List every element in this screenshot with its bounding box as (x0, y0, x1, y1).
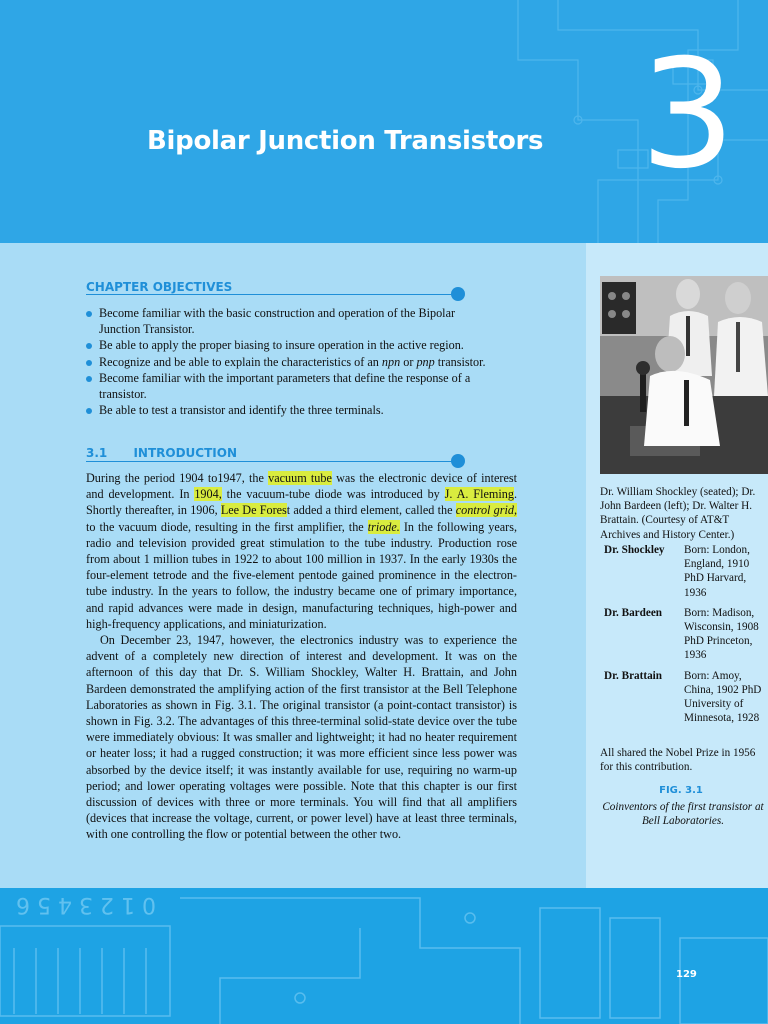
chapter-title: Bipolar Junction Transistors (147, 126, 544, 156)
paragraph: During the period 1904 to1947, the vacuum tube was the electronic device of interest and development. In 1904, the vacuum-tube diode was introduced by J. A. Fleming. Shortly thereafter, in 1906, Lee De Forest added a third element, called the control grid, to the vacuum diode, resulting in the first amplifier, the triode. In the following years, radio and television provided great stimulation to the tube industry. Production rose from about 1 million tubes in 1922 to about 100 million in 1937. In the early 1930s the four-element tetrode and the five-element pentode gained prominence in the electron-tube industry. In the years to follow, the industry became one of primary importance, and rapid advances were made in design, manufacturing techniques, high-power and high-frequency applications, and miniaturization. (86, 471, 518, 631)
objectives-rule (86, 294, 458, 295)
objectives-list (86, 305, 486, 418)
highlight: J. A. Fleming (444, 487, 514, 502)
nobel-note: All shared the Nobel Prize in 1956 for this contribution. (600, 747, 756, 774)
objectives-heading: CHAPTER OBJECTIVES (86, 280, 233, 294)
section-rule (86, 461, 458, 462)
figure-title: Coinventors of the first transistor at Bell Laboratories. (602, 801, 764, 828)
objective-item: Become familiar with the basic construction and operation of the Bipolar Junction Transistor. (86, 305, 486, 337)
objective-item: Recognize and be able to explain the characteristics of an npn or pnp transistor. (86, 354, 486, 370)
rule-end-dot (451, 454, 465, 468)
bio-table (600, 543, 768, 731)
bio-row: Dr. Brattain Born: Amoy, China, 1902 PhD University of Minnesota, 1928 (604, 669, 762, 725)
page-number: 129 (676, 969, 697, 980)
highlight: 1904, (194, 487, 222, 502)
objective-item: Be able to test a transistor and identify the three terminals. (86, 402, 486, 418)
chapter-header-band (0, 0, 768, 243)
chapter-number: 3 (640, 28, 736, 202)
footer-band (0, 888, 768, 1024)
bio-row: Dr. Shockley Born: London, England, 1910 PhD Harvard, 1936 (604, 544, 750, 599)
highlight: Lee De Fores (220, 503, 287, 518)
figure-label: FIG. 3.1 (659, 785, 703, 796)
highlight: triode. (367, 519, 400, 534)
objective-item: Become familiar with the important parameters that define the response of a transistor. (86, 370, 486, 402)
objective-item: Be able to apply the proper biasing to insure operation in the active region. (86, 337, 486, 353)
photo-caption: Dr. William Shockley (seated); Dr. John Bardeen (left); Dr. Walter H. Brattain. (Courtesy of AT&T Archives and History Center.) (600, 486, 756, 541)
section-number: 3.1 (86, 446, 108, 460)
body-text (86, 470, 517, 843)
highlight: vacuum tube (268, 471, 332, 485)
circuit-board-graphic (0, 888, 768, 1024)
paragraph: On December 23, 1947, however, the electronics industry was to experience the advent of a completely new direction of interest and development. It was on the afternoon of this day that Dr. S. William Shockley, Walter H. Brattain, and John Bardeen demonstrated the amplifying action of the first transistor at the Bell Telephone Laboratories as shown in Fig. 3.1. The original transistor (a point-contact transistor) is shown in Fig. 3.2. The advantages of this three-terminal solid-state device over the tube were immediately obvious: It was smaller and lightweight; it had no heater requirement or heater loss; it had a rugged construction; it was more efficient since less power was absorbed by the device itself; it was instantly available for use, requiring no warm-up period; and lower operating voltages were possible. Note that this chapter is our first discussion of devices with three or more terminals. You will find that all amplifiers (devices that increase the voltage, current, or power level) have at least three terminals, with one controlling the flow or potential between the other two. (86, 633, 517, 842)
section-title: INTRODUCTION (133, 446, 237, 460)
svg-text:0 1 2 3 4 5 6: 0 1 2 3 4 5 6 (16, 892, 156, 917)
rule-end-dot (451, 287, 465, 301)
section-heading (86, 446, 237, 460)
bio-row: Dr. Bardeen Born: Madison, Wisconsin, 1908 PhD Princeton, 1936 (604, 606, 759, 662)
highlight: control grid, (455, 503, 518, 518)
coinventors-photo (600, 276, 768, 474)
